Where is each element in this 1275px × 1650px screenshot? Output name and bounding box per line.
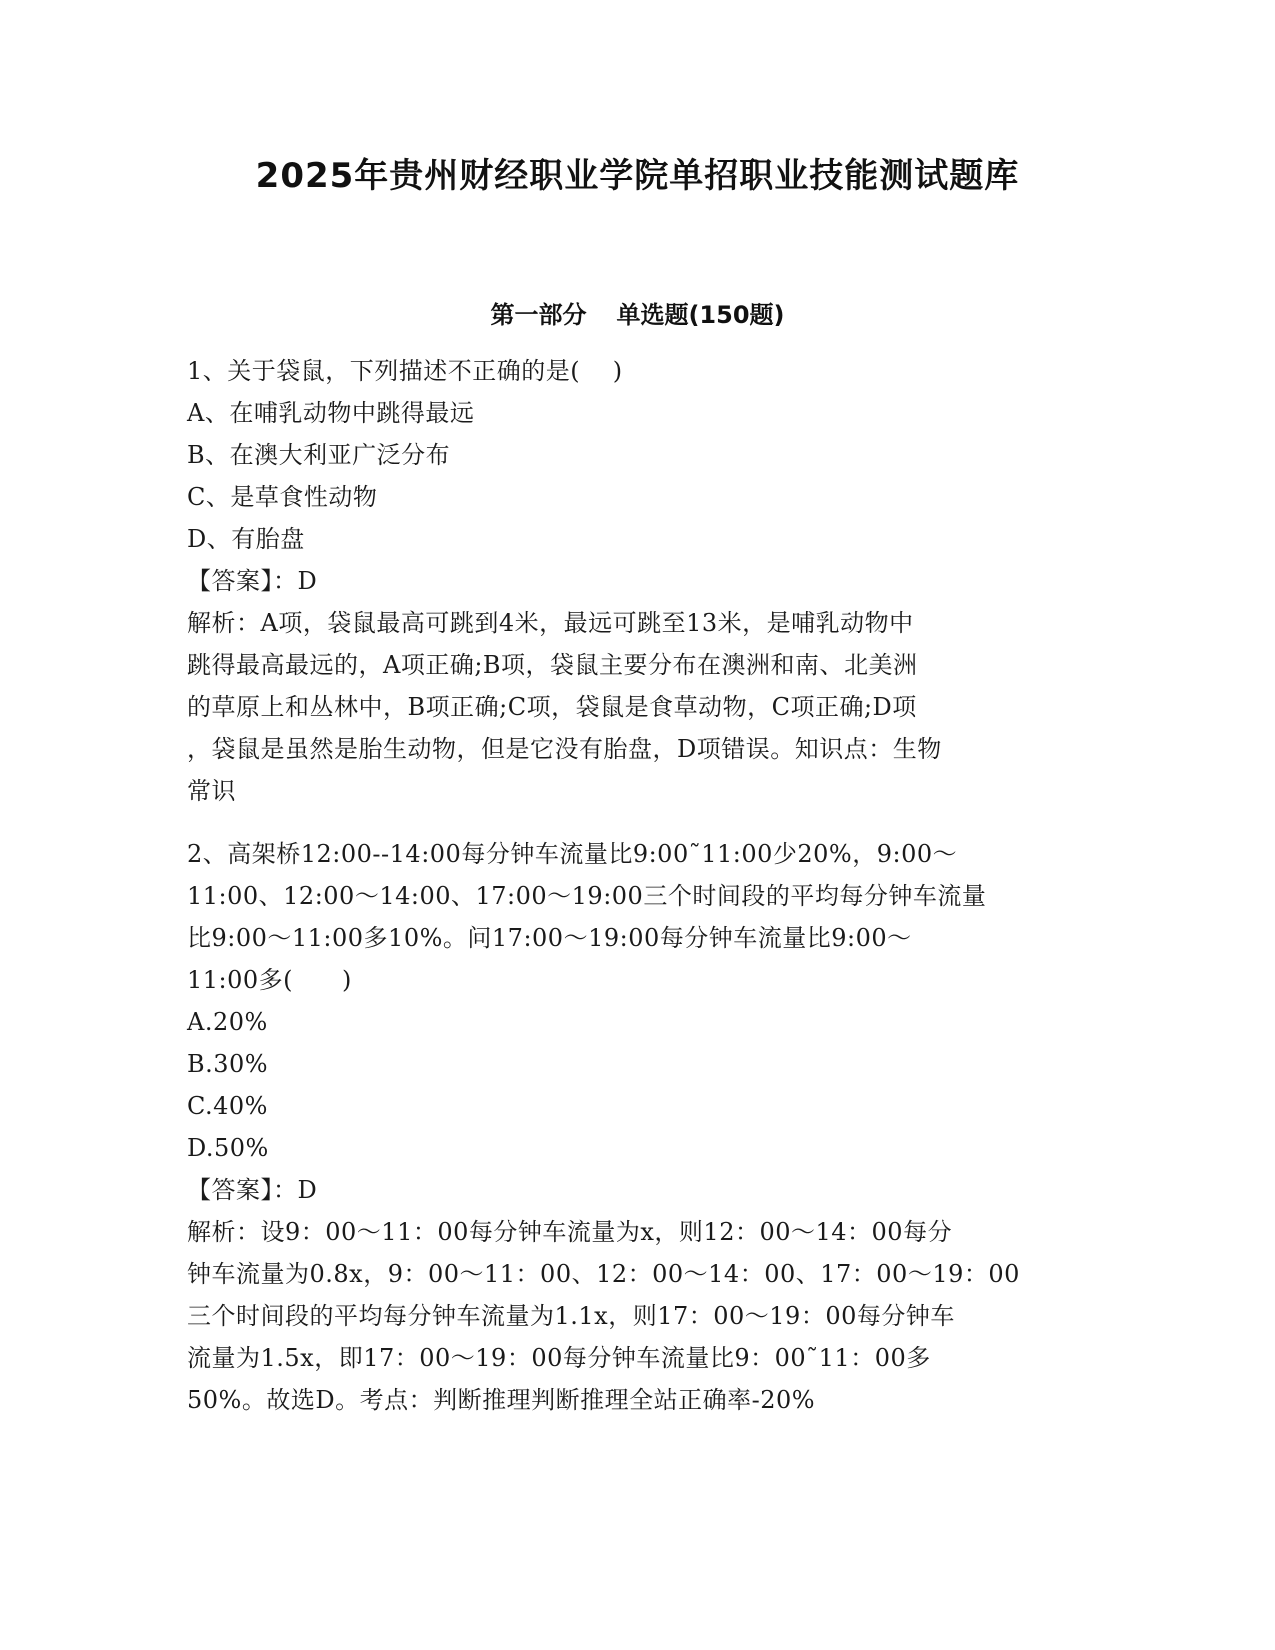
question-stem-line: 比9:00～11:00多10%。问17:00～19:00每分钟车流量比9:00～: [187, 924, 912, 952]
answer-line: 【答案】：D: [187, 567, 318, 595]
analysis-line: 钟车流量为0.8x，9：00～11：00、12：00～14：00、17：00～19：00: [187, 1260, 1020, 1288]
analysis-line: 常识: [187, 777, 236, 805]
analysis-line: ，袋鼠是虽然是胎生动物，但是它没有胎盘，D项错误。知识点：生物: [187, 735, 942, 763]
option-a: A.20%: [187, 1008, 268, 1036]
option-d: D、有胎盘: [187, 525, 305, 553]
analysis-line: 跳得最高最远的，A项正确;B项，袋鼠主要分布在澳洲和南、北美洲: [187, 651, 918, 679]
question-list: [187, 350, 1087, 1421]
question-stem-line: 2、高架桥12:00--14:00每分钟车流量比9:00˜11:00少20%，9:00～: [187, 840, 958, 868]
document-title: 2025年贵州财经职业学院单招职业技能测试题库: [255, 156, 1020, 196]
question-2: [187, 833, 1087, 1421]
section-part: 第一部分: [490, 301, 587, 329]
analysis-line: 三个时间段的平均每分钟车流量为1.1x，则17：00～19：00每分钟车: [187, 1302, 955, 1330]
option-b: B、在澳大利亚广泛分布: [187, 441, 451, 469]
option-c: C.40%: [187, 1092, 268, 1120]
analysis-line: 解析：设9：00～11：00每分钟车流量为x，则12：00～14：00每分: [187, 1218, 953, 1246]
option-b: B.30%: [187, 1050, 269, 1078]
question-stem-line: 11:00、12:00～14:00、17:00～19:00三个时间段的平均每分钟车流量: [187, 882, 987, 910]
option-d: D.50%: [187, 1134, 269, 1162]
option-a: A、在哺乳动物中跳得最远: [187, 399, 475, 427]
section-name: 单选题(150题): [616, 301, 785, 329]
section-heading: [0, 295, 1275, 330]
question-1: [187, 350, 1087, 812]
question-spacer: [187, 812, 1087, 833]
answer-line: 【答案】：D: [187, 1176, 318, 1204]
analysis-line: 的草原上和丛林中，B项正确;C项，袋鼠是食草动物，C项正确;D项: [187, 693, 917, 721]
question-stem: 1、关于袋鼠，下列描述不正确的是( ): [187, 357, 623, 385]
question-stem-line: 11:00多( ): [187, 966, 352, 994]
option-c: C、是草食性动物: [187, 483, 378, 511]
analysis-line: 50%。故选D。考点：判断推理判断推理全站正确率-20%: [187, 1386, 816, 1414]
analysis-line: 解析：A项，袋鼠最高可跳到4米，最远可跳至13米，是哺乳动物中: [187, 609, 914, 637]
analysis-line: 流量为1.5x，即17：00～19：00每分钟车流量比9：00˜11：00多: [187, 1344, 931, 1372]
